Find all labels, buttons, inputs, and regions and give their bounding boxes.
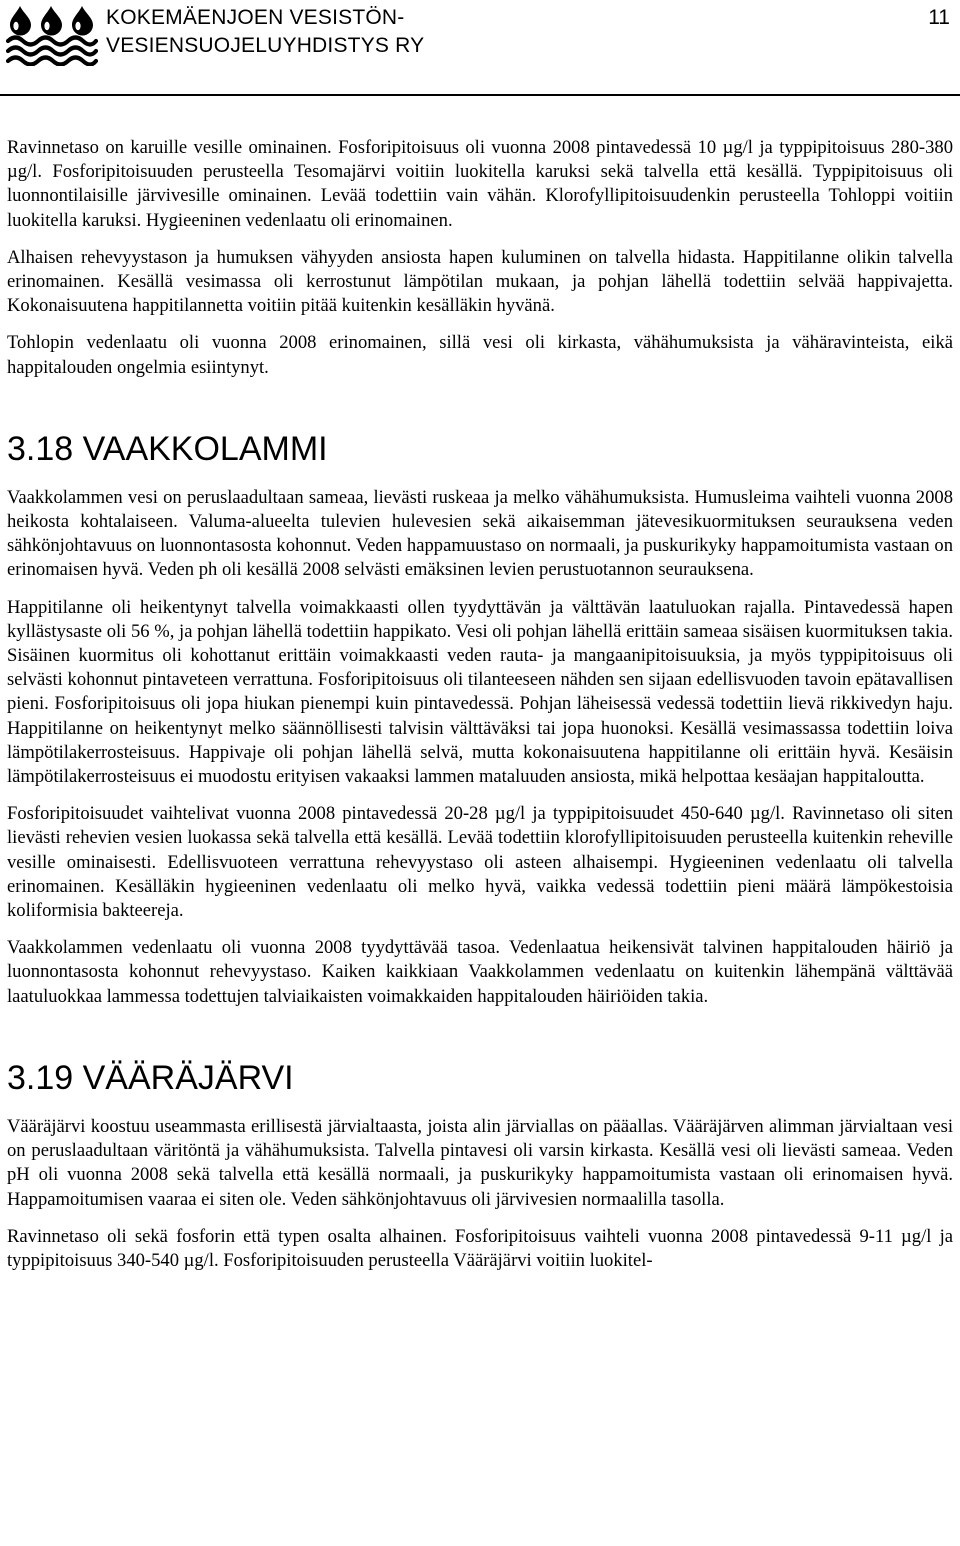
section-heading-vaarajarvi: 3.19 VÄÄRÄJÄRVI (7, 1058, 294, 1097)
body-paragraph: Tohlopin vedenlaatu oli vuonna 2008 erinomainen, sillä vesi oli kirkasta, vähähumuksista ja vähäravinteista, eikä happitalouden ongelmia esiintynyt. (7, 332, 953, 378)
page-header (0, 0, 960, 96)
body-paragraph: Fosforipitoisuudet vaihtelivat vuonna 2008 pintavedessä 20-28 µg/l ja typpipitoisuudet 450-640 µg/l. Ravinnetaso oli siten lievästi rehevien vesien luokassa sekä talvella että kesällä. Levää todettiin klorofyllipitoisuuden perusteella kuitenkin reheville vesille ominaisesti. Edellisvuoteen verrattuna rehevyystaso oli asteen alhaisempi. Hygieeninen vedenlaatu oli talvella erinomainen. Kesälläkin hygieeninen vedenlaatu oli melko hyvä, vaikka vedessä todettiin pieni määrä lämpökestoisia koliformisia bakteereja. (7, 803, 953, 922)
body-paragraph: Vaakkolammen vesi on peruslaadultaan sameaa, lievästi ruskeaa ja melko vähähumuksista. Humusleima vaihteli vuonna 2008 heikosta kohtalaiseen. Valuma-alueelta tulevien hulevesien sekä aikaisemman jätevesikuormituksen seurauksena veden sähkönjohtavuus on luonnontasosta kohonnut. Veden happamuustaso on normaali, ja puskurikyky happamoitumista vastaan on erinomaisen hyvä. Veden ph oli kesällä 2008 selvästi emäksinen levien perustuotannon seurauksena. (7, 486, 953, 581)
body-paragraph: Ravinnetaso oli sekä fosforin että typen osalta alhainen. Fosforipitoisuus vaihteli vuonna 2008 pintavedessä 9-11 µg/l ja typpipitoisuus 340-540 µg/l. Fosforipitoisuuden perusteella Vääräjärvi voitiin luokitel- (7, 1225, 953, 1271)
header-divider (0, 94, 960, 96)
body-paragraph: Vääräjärvi koostuu useammasta erillisestä järvialtaasta, joista alin järviallas on pääallas. Vääräjärven alimman järvialtaan vesi on peruslaadultaan väritöntä ja vähähumuksista. Talvella pintavesi oli varsin kirkasta. Kesällä vesi oli lievästi sameaa. Veden pH oli vuonna 2008 sekä talvella että kesällä normaali, ja puskurikyky happamoitumista vastaan oli erinomaisen hyvä. Happamoitumisen vaaraa ei siten ole. Veden sähkönjohtavuus oli järvivesien normaalilla tasolla. (7, 1115, 953, 1210)
document-body (7, 136, 953, 1273)
page-number: 11 (928, 6, 950, 29)
water-drops-waves-logo (6, 4, 98, 66)
body-paragraph: Vaakkolammen vedenlaatu oli vuonna 2008 tyydyttävää tasoa. Vedenlaatua heikensivät talvinen happitalouden häiriö ja luonnontasosta kohonnut rehevyystaso. Kaiken kaikkiaan Vaakkolammen vedenlaatu on kuitenkin lähempänä välttävää laatuluokkaa lammessa todettujen talviaikaisten voimakkaiden happitalouden häiriöiden takia. (7, 937, 953, 1007)
body-paragraph: Ravinnetaso on karuille vesille ominainen. Fosforipitoisuus oli vuonna 2008 pintavedessä 10 µg/l ja typpipitoisuus 280-380 µg/l. Fosforipitoisuuden perusteella Tesomajärvi voitiin luokitella karuksi sekä talvella että kesällä. Typpipitoisuus oli luonnontilaisille järvivesille ominainen. Levää todettiin vain vähän. Klorofyllipitoisuudenkin perusteella Tohloppi voitiin luokitella karuksi. Hygieeninen vedenlaatu oli erinomainen. (7, 137, 953, 231)
section-heading-vaakkolammi: 3.18 VAAKKOLAMMI (7, 429, 328, 468)
organization-name-line2: VESIENSUOJELUYHDISTYS RY (106, 34, 425, 57)
body-paragraph: Alhaisen rehevyystason ja humuksen vähyyden ansiosta hapen kuluminen on talvella hidasta. Happitilanne olikin talvella erinomainen. Kesällä vesimassa oli kerrostunut lämpötilan mukaan, ja pohjan lähellä todettiin selvää happivajetta. Kokonaisuutena happitilannetta voitiin pitää kuitenkin kesälläkin hyvänä. (7, 246, 953, 317)
body-paragraph: Happitilanne oli heikentynyt talvella voimakkaasti ollen tyydyttävän ja välttävän laatuluokan rajalla. Pintavedessä hapen kyllästysaste oli 56 %, ja pohjan lähellä todettiin happikato. Vesi oli pohjan lähellä erittäin sameaa sisäisen kuormituksen takia. Sisäinen kuormitus oli kohottanut erittäin voimakkaasti veden rauta- ja mangaanipitoisuuksia, ja myös typpipitoisuus oli selvästi kohonnut pintaveteen verrattuna. Fosforipitoisuus oli tilanteeseen nähden sen sijaan edellisvuoden tavoin epätavallisen pieni. Fosforipitoisuus oli jopa hiukan pienempi kuin pintavedessä. Pohjan läheisessä vedessä todettiin lievä rikkivedyn haju. Happitilanne on heikentynyt melko säännöllisesti talvisin välttäväksi tai jopa huonoksi. Kesällä vesimassassa todettiin loiva lämpötilakerrosteisuus. Happivaje oli pohjan lähellä selvä, mutta kokonaisuutena happitilanne oli erittäin hyvä. Kesäisin lämpötilakerrosteisuus ei muodostu erityisen vakaaksi lammen mataluuden ansiosta, mikä helpottaa kesäajan happitaloutta. (7, 596, 953, 788)
organization-name-line1: KOKEMÄENJOEN VESISTÖN- (106, 6, 405, 29)
organization-name (106, 4, 424, 60)
